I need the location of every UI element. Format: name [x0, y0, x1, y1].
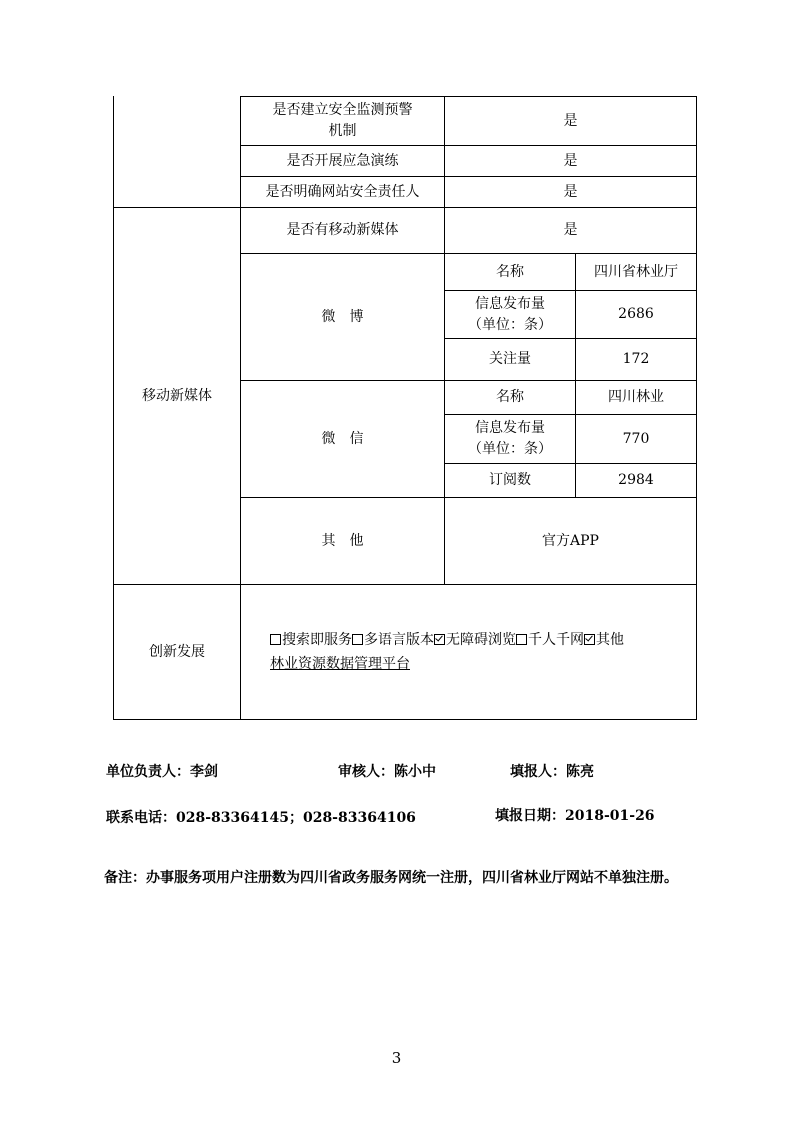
innovation-label: 创新发展 — [149, 643, 205, 660]
option-other: 其他 — [596, 632, 624, 648]
option-search-service: 搜索即服务 — [282, 632, 352, 648]
other-media-label: 其 他 — [321, 532, 364, 549]
weibo-label: 微 博 — [321, 308, 364, 325]
innovation-checkbox-row — [270, 628, 690, 652]
mobile-media-section-label: 移动新媒体 — [142, 387, 212, 404]
innovation-other-text: 林业资源数据管理平台 — [270, 656, 410, 672]
other-media-value: 官方APP — [542, 532, 599, 549]
wechat-subs-value: 2984 — [618, 472, 654, 488]
checkbox-multi-language[interactable] — [352, 634, 363, 645]
remark-note: 备注：办事服务项用户注册数为四川省政务服务网统一注册，四川省林业厅网站不单独注册。 — [104, 870, 678, 886]
wechat-posts-value: 770 — [622, 430, 650, 447]
report-table — [113, 96, 697, 720]
checkbox-other[interactable] — [584, 634, 595, 645]
checkbox-personalized[interactable] — [516, 634, 527, 645]
wechat-posts-label: 信息发布量 （单位：条） — [468, 420, 552, 457]
checkbox-accessibility[interactable] — [434, 634, 445, 645]
option-accessibility: 无障碍浏览 — [446, 632, 516, 648]
weibo-follow-label: 关注量 — [489, 351, 531, 367]
unit-head: 单位负责人：李剑 — [106, 764, 218, 780]
reviewer: 审核人：陈小中 — [338, 764, 436, 780]
wechat-label: 微 信 — [321, 430, 364, 447]
security-owner-label: 是否明确网站安全责任人 — [265, 183, 420, 200]
weibo-name-label: 名称 — [496, 263, 524, 280]
contact-phone: 联系电话：028-83364145；028-83364106 — [106, 810, 416, 826]
has-mobile-media-label: 是否有移动新媒体 — [286, 222, 399, 238]
wechat-name-value: 四川林业 — [608, 389, 664, 405]
emergency-drill-value: 是 — [563, 152, 578, 169]
checkbox-search-service[interactable] — [270, 634, 281, 645]
wechat-name-label: 名称 — [496, 389, 524, 405]
weibo-follow-value: 172 — [622, 351, 650, 367]
filler: 填报人：陈亮 — [510, 764, 594, 780]
innovation-options — [270, 628, 690, 676]
fill-date: 填报日期：2018-01-26 — [495, 808, 655, 824]
option-multi-language: 多语言版本 — [364, 632, 434, 648]
weibo-posts-label: 信息发布量 （单位：条） — [468, 295, 552, 333]
weibo-posts-value: 2686 — [618, 306, 654, 322]
security-monitoring-label: 是否建立安全监测预警 机制 — [272, 102, 413, 139]
security-monitoring-value: 是 — [563, 112, 578, 129]
emergency-drill-label: 是否开展应急演练 — [286, 152, 399, 169]
wechat-subs-label: 订阅数 — [489, 472, 531, 488]
option-personalized: 千人千网 — [528, 632, 584, 648]
security-owner-value: 是 — [563, 183, 578, 200]
page-number: 3 — [391, 1049, 402, 1067]
weibo-name-value: 四川省林业厅 — [594, 263, 678, 280]
has-mobile-media-value: 是 — [563, 222, 578, 238]
